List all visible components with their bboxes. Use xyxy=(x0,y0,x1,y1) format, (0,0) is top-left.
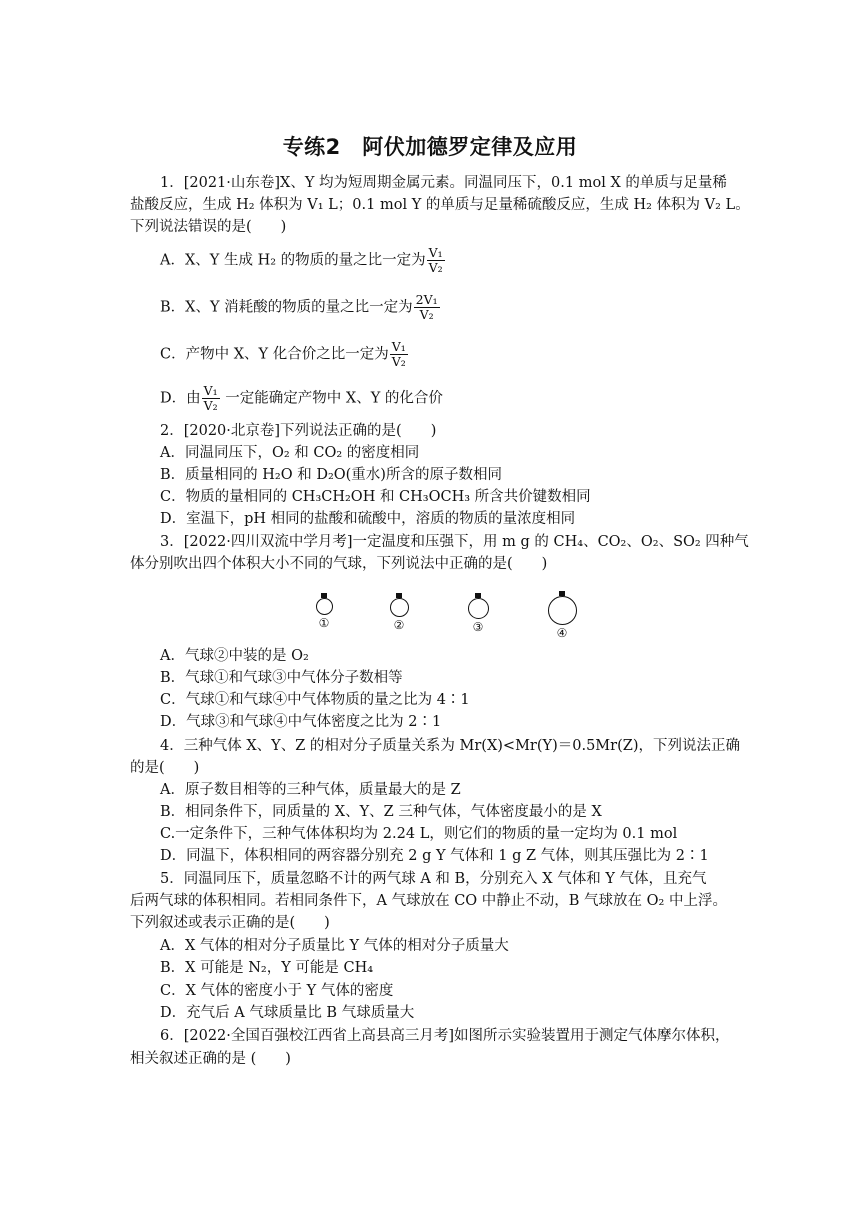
balloon-label: ④ xyxy=(556,626,568,640)
q1-option-d-prefix: D．由 xyxy=(160,390,201,407)
balloon-1 xyxy=(312,593,336,630)
q5-line3: 下列叙述或表示正确的是( ) xyxy=(130,915,330,931)
q4-line2: 的是( ) xyxy=(130,760,200,776)
q5-option-a: A．X 气体的相对分子质量比 Y 气体的相对分子质量大 xyxy=(160,938,509,954)
balloon-body xyxy=(390,598,409,617)
q5-line2: 后两气球的体积相同。若相同条件下，A 气球放在 CO 中静止不动，B 气球放在 O₂ 中上浮。 xyxy=(130,893,727,909)
q1-option-b xyxy=(160,293,760,322)
q1-line2: 盐酸反应，生成 H₂ 体积为 V₁ L；0.1 mol Y 的单质与足量稀硫酸反应，生成 H₂ 体积为 V₂ L。 xyxy=(130,197,750,213)
fraction-numerator: V₁ xyxy=(203,383,218,398)
q3-option-c: C．气球①和气球④中气体物质的量之比为 4∶1 xyxy=(160,692,470,708)
q1-line3: 下列说法错误的是( ) xyxy=(130,219,287,235)
balloon-body xyxy=(548,596,577,625)
q1-option-c-fraction xyxy=(390,340,408,369)
q5-option-c: C．X 气体的密度小于 Y 气体的密度 xyxy=(160,983,394,999)
q1-option-d-text: 一定能确定产物中 X、Y 的化合价 xyxy=(220,390,443,407)
fraction-numerator: V₁ xyxy=(428,245,443,260)
q2-option-d: D．室温下，pH 相同的盐酸和硫酸中，溶质的物质的量浓度相同 xyxy=(160,511,576,527)
q6-line1: 6．[2022·全国百强校江西省上高县高三月考]如图所示实验装置用于测定气体摩尔体积， xyxy=(160,1028,730,1044)
q5-option-b: B．X 可能是 N₂，Y 可能是 CH₄ xyxy=(160,960,374,976)
q1-option-a xyxy=(160,246,760,275)
fraction-denominator: V₂ xyxy=(203,398,218,413)
fraction-denominator: V₂ xyxy=(428,260,443,275)
balloon-figure xyxy=(300,593,600,640)
fraction-numerator: 2V₁ xyxy=(415,292,438,307)
q5-line1: 5．同温同压下，质量忽略不计的两气球 A 和 B，分别充入 X 气体和 Y 气体，且充气 xyxy=(160,871,707,887)
q1-option-c xyxy=(160,340,760,369)
q4-option-a: A．原子数目相等的三种气体，质量最大的是 Z xyxy=(160,782,461,798)
balloon-3 xyxy=(466,593,490,634)
q1-option-b-text: B．X、Y 消耗酸的物质的量之比一定为 xyxy=(160,299,413,316)
q4-option-c: C.一定条件下，三种气体体积均为 2.24 L，则它们的物质的量一定均为 0.1 mol xyxy=(160,826,678,842)
q3-line2: 体分别吹出四个体积大小不同的气球，下列说法中正确的是( ) xyxy=(130,556,548,572)
q1-option-d-fraction xyxy=(202,384,220,413)
q3-option-a: A．气球②中装的是 O₂ xyxy=(160,648,309,664)
q6-line2: 相关叙述正确的是 ( ) xyxy=(130,1051,291,1067)
q5-option-d: D．充气后 A 气球质量比 B 气球质量大 xyxy=(160,1005,415,1021)
q4-option-b: B．相同条件下，同质量的 X、Y、Z 三种气体，气体密度最小的是 X xyxy=(160,804,602,820)
q1-option-a-fraction xyxy=(427,246,445,275)
balloon-2 xyxy=(387,593,411,632)
balloon-body xyxy=(468,598,489,619)
q1-option-a-text: A．X、Y 生成 H₂ 的物质的量之比一定为 xyxy=(160,252,426,269)
q2-line1: 2．[2020·北京卷]下列说法正确的是( ) xyxy=(160,423,437,439)
q1-option-b-fraction xyxy=(414,293,440,322)
q4-line1: 4．三种气体 X、Y、Z 的相对分子质量关系为 Mr(X)<Mr(Y)＝0.5Mr(Z)，下列说法正确 xyxy=(160,738,740,754)
q1-option-c-text: C．产物中 X、Y 化合价之比一定为 xyxy=(160,346,389,363)
q2-option-c: C．物质的量相同的 CH₃CH₂OH 和 CH₃OCH₃ 所含共价键数相同 xyxy=(160,489,591,505)
balloon-label: ③ xyxy=(472,620,484,634)
q1-option-d xyxy=(160,384,760,413)
q3-line1: 3．[2022·四川双流中学月考]一定温度和压强下，用 m g 的 CH₄、CO₂、O₂、SO₂ 四种气 xyxy=(160,534,749,550)
q1-line1: 1．[2021·山东卷]X、Y 均为短周期金属元素。同温同压下，0.1 mol X 的单质与足量稀 xyxy=(160,175,727,191)
q3-option-d: D．气球③和气球④中气体密度之比为 2∶1 xyxy=(160,714,442,730)
fraction-denominator: V₂ xyxy=(419,307,434,322)
balloon-body xyxy=(316,598,333,615)
balloon-4 xyxy=(544,591,580,640)
q2-option-a: A．同温同压下，O₂ 和 CO₂ 的密度相同 xyxy=(160,445,420,461)
q2-option-b: B．质量相同的 H₂O 和 D₂O(重水)所含的原子数相同 xyxy=(160,467,502,483)
fraction-denominator: V₂ xyxy=(391,354,406,369)
q4-option-d: D．同温下，体积相同的两容器分别充 2 g Y 气体和 1 g Z 气体，则其压强比为 2∶1 xyxy=(160,848,709,864)
balloon-label: ② xyxy=(393,618,405,632)
q3-option-b: B．气球①和气球③中气体分子数相等 xyxy=(160,670,403,686)
fraction-numerator: V₁ xyxy=(391,339,406,354)
page-title: 专练2 阿伏加德罗定律及应用 xyxy=(282,135,578,159)
balloon-label: ① xyxy=(318,616,330,630)
